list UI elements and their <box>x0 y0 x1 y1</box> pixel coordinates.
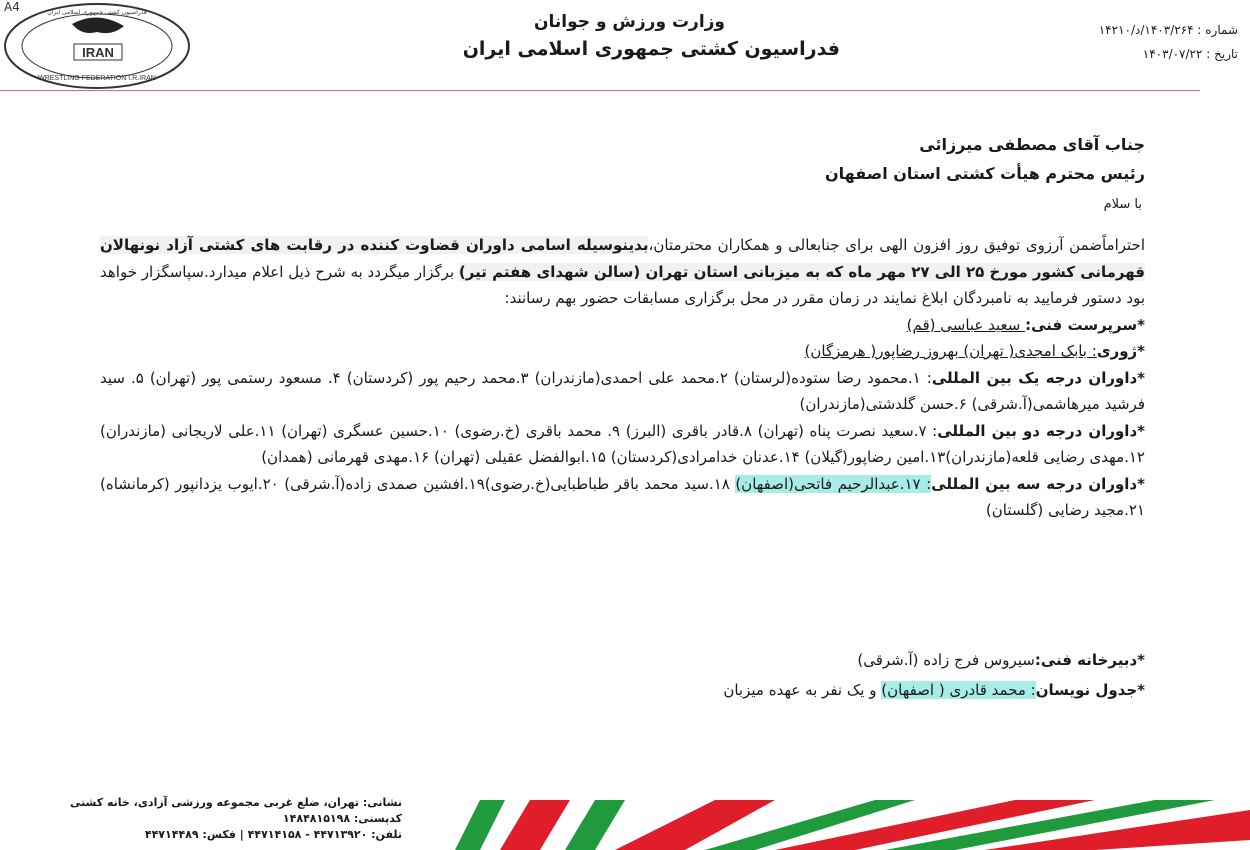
intro-paragraph <box>100 232 1145 312</box>
grade3-list: ۱۸.سید محمد باقر طباطبایی(خ.رضوی)۱۹.افشین صمدی زاده(آ.شرقی) ۲۰.ایوب یزدانپور (کرمانشاه) ۲۱.مجید رضایی (گلستان) <box>100 474 1145 519</box>
grade3-highlight: : ۱۷.عبدالرحیم فاتحی(اصفهان) <box>735 474 932 493</box>
jury-line <box>100 338 1145 365</box>
jury-label: *ژوری <box>1096 342 1145 360</box>
grade1-referees <box>100 365 1145 418</box>
logo-word: IRAN <box>82 45 114 60</box>
grade2-referees <box>100 418 1145 471</box>
intro-bold-text: بدینوسیله اسامی داوران قضاوت کننده در رقابت های کشتی آزاد نونهالان قهرمانی کشور مورخ ۲۵ الی ۲۷ مهر ماه که به میزبانی استان تهران (سالن شهدای هفتم تیر) <box>100 236 1145 281</box>
grade2-list: : ۷.سعید نصرت پناه (تهران) ۸.قادر باقری (البرز) ۹. محمد باقری (خ.رضوی) ۱۰.حسین عسگری (تهران) ۱۱.علی لاریجانی (مازندران) ۱۲.مهدی رضایی قلعه(مازندران)۱۳.امین رضاپور(گیلان) ۱۴.عدنان خدامرادی(کردستان) ۱۵.ابوالفضل عقیلی (تهران) ۱۶.مهدی قهرمانی (همدان) <box>100 421 1145 466</box>
addressee <box>825 130 1145 188</box>
footer-postal: کدپستی: ۱۴۸۴۸۱۵۱۹۸ <box>282 812 402 825</box>
secretary-label: *دبیرخانه فنی: <box>1034 651 1145 669</box>
number-label: شماره : <box>1197 23 1238 37</box>
footer-contact <box>2 795 402 843</box>
paper-size-tag: A4 <box>4 0 20 14</box>
date-value: ۱۴۰۳/۰۷/۲۲ <box>1142 47 1203 61</box>
supervisor-line <box>100 312 1145 339</box>
scorer-label: *جدول نویسان <box>1035 681 1145 699</box>
letter-date <box>878 42 1238 66</box>
greeting: با سلام <box>1103 197 1142 212</box>
footer-flag-stripes <box>455 800 1250 850</box>
logo-arc-text: WRESTLING FEDERATION I.R.IRAN <box>38 75 156 82</box>
number-value: ۱۴۰۳/۲۶۴/د/۱۴۲۱۰ <box>1098 23 1194 37</box>
footer-address: نشانی: تهران، ضلع غربی مجموعه ورزشی آزادی، خانه کشتی <box>69 796 402 809</box>
secretary-value: سیروس فرج زاده (آ.شرقی) <box>857 651 1035 669</box>
header-rule <box>0 90 1200 91</box>
grade3-label: *داوران درجه سه بین المللی <box>931 474 1145 493</box>
federation-logo <box>2 2 192 90</box>
supervisor-label: *سرپرست فنی: <box>1025 315 1145 334</box>
scorer-line <box>723 675 1145 705</box>
grade2-label: *داوران درجه دو بین المللی <box>937 421 1145 440</box>
scorer-value: و یک نفر به عهده میزبان <box>723 681 882 699</box>
secretary-line <box>723 645 1145 675</box>
federation-title: فدراسیون کشتی جمهوری اسلامی ایران <box>462 38 840 60</box>
addressee-title: رئیس محترم هیأت کشتی استان اصفهان <box>825 164 1145 183</box>
letter-number <box>878 18 1238 42</box>
grade3-referees <box>100 471 1145 524</box>
ministry-title: وزارت ورزش و جوانان <box>534 12 725 32</box>
supervisor-value: سعید عباسی (قم) <box>906 315 1026 334</box>
date-label: تاریخ : <box>1206 47 1238 61</box>
intro-text: احتراماًضمن آرزوی توفیق روز افزون الهی برای جنابعالی و همکاران محترمتان، <box>648 236 1145 254</box>
scorer-highlight: : محمد قادری ( اصفهان) <box>881 681 1036 699</box>
grade1-list: : ۱.محمود رضا ستوده(لرستان) ۲.محمد علی احمدی(مازندران) ۳.محمد رحیم پور (کردستان) ۴. مسعود رستمی پور (تهران) ۵. سید فرشید میرهاشمی(آ.شرقی) ۶.حسن گلدشتی(مازندران) <box>100 368 1145 413</box>
staff-section <box>723 645 1145 705</box>
addressee-name: جناب آقای مصطفی میرزائی <box>919 135 1145 154</box>
intro-tail-text: برگزار میگردد به شرح ذیل اعلام میدارد.سپاسگزار خواهد بود دستور فرمایید به نامبردگان ابلاغ نمایند در زمان مقرر در محل برگزاری مسابقات حضور بهم رسانند: <box>100 262 1145 307</box>
letter-meta <box>878 18 1238 66</box>
footer-phones: تلفن: ۴۴۷۱۳۹۲۰ - ۴۴۷۱۴۱۵۸ | فکس: ۴۴۷۱۴۴۸۹ <box>144 828 402 841</box>
logo-top-text: فدراسیون کشتی جمهوری اسلامی ایران <box>47 9 147 16</box>
grade1-label: *داوران درجه یک بین المللی <box>931 368 1146 387</box>
jury-value: : بابک امجدی( تهران) بهروز رضاپور( هرمزگان) <box>804 342 1097 360</box>
letter-body <box>100 232 1145 524</box>
